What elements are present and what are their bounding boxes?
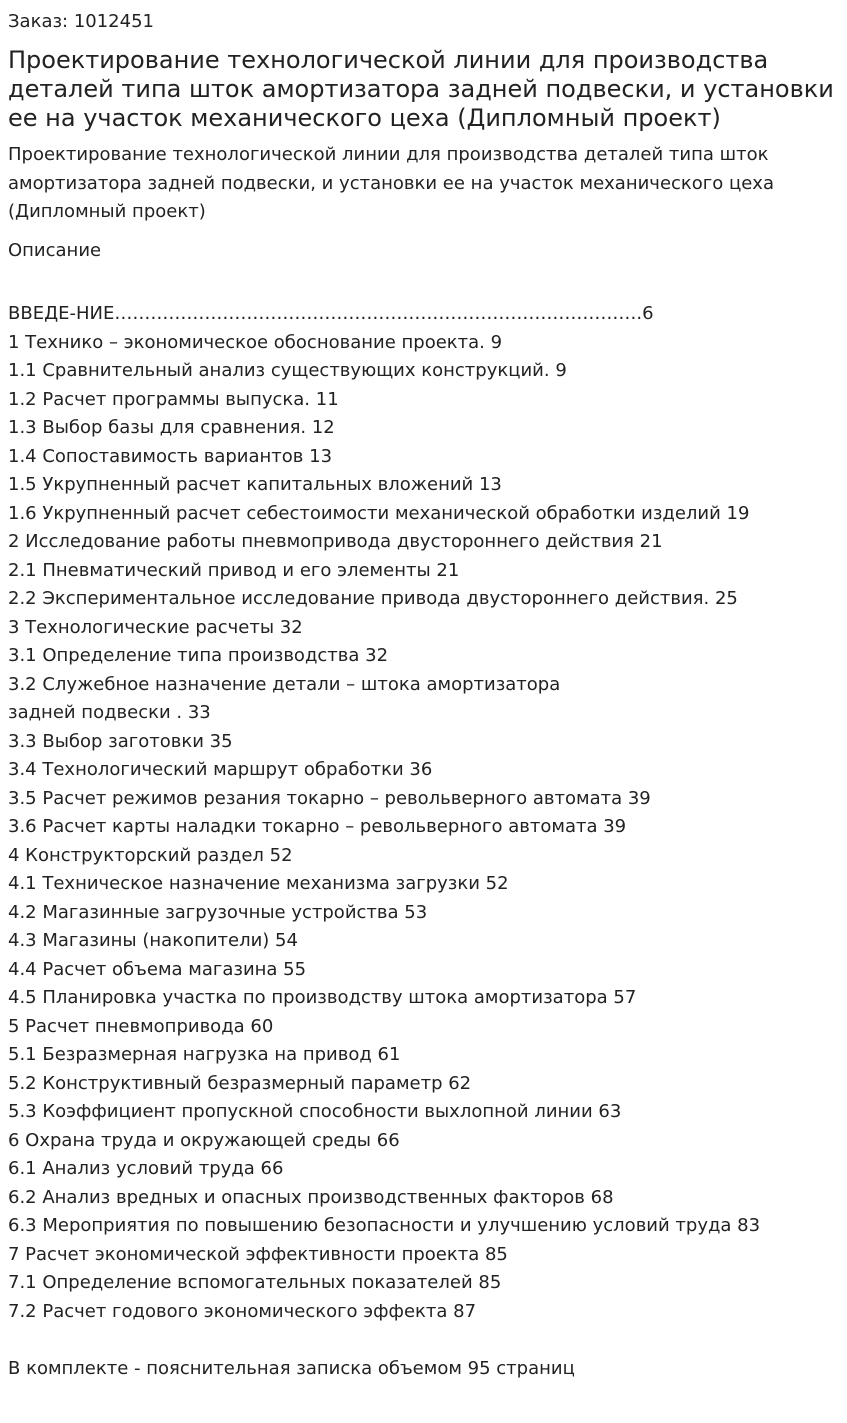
toc-entry: 3.4 Технологический маршрут обработки 36 [8,759,433,780]
toc-entry: 3 Технологические расчеты 32 [8,616,303,638]
toc-entry: 7 Расчет экономической эффективности проекта 85 [8,1243,508,1265]
toc-entry: 4 Конструкторский раздел 52 [8,844,293,866]
toc-entry: 6.1 Анализ условий труда 66 [8,1158,284,1179]
toc-entry: 4.1 Техническое назначение механизма загрузки 52 [8,873,509,894]
toc-entry: 4.2 Магазинные загрузочные устройства 53 [8,901,428,923]
description-heading: Описание [8,239,102,261]
toc-entry: 1.4 Сопоставимость вариантов 13 [8,445,333,467]
toc-entry: 1.3 Выбор базы для сравнения. 12 [8,417,335,438]
toc-entry: 2.2 Экспериментальное исследование привода двустороннего действия. 25 [8,588,738,609]
toc-entry: 4.4 Расчет объема магазина 55 [8,958,307,980]
toc-entry: 6 Охрана труда и окружающей среды 66 [8,1129,400,1151]
toc-entry: 5 Расчет пневмопривода 60 [8,1015,274,1037]
toc-entry: 6.3 Мероприятия по повышению безопасности и улучшению условий труда 83 [8,1215,761,1236]
toc-entry: 1.5 Укрупненный расчет капитальных вложений 13 [8,474,502,495]
toc-entry: 3.5 Расчет режимов резания токарно – револьверного автомата 39 [8,787,651,809]
toc-entry: 1 Технико – экономическое обоснование проекта. 9 [8,331,503,353]
toc-entry: 6.2 Анализ вредных и опасных производственных факторов 68 [8,1186,614,1208]
toc-entry: 5.3 Коэффициент пропускной способности выхлопной линии 63 [8,1101,622,1122]
toc-entry: 3.3 Выбор заготовки 35 [8,730,233,752]
table-of-contents [8,300,839,1326]
page-subtitle: Проектирование технологической линии для производства деталей типа шток амортизатора задней подвески, и установки ее на участок механического цеха (Дипломный проект) [8,144,774,222]
toc-entry: 1.1 Сравнительный анализ существующих конструкций. 9 [8,360,567,381]
order-number: Заказ: 1012451 [8,11,154,32]
toc-entry: 1.2 Расчет программы выпуска. 11 [8,388,339,410]
toc-entry: 2 Исследование работы пневмопривода двустороннего действия 21 [8,531,663,552]
toc-entry: 7.1 Определение вспомогательных показателей 85 [8,1272,502,1293]
toc-entry: 4.5 Планировка участка по производству штока амортизатора 57 [8,987,637,1008]
toc-entry: 3.6 Расчет карты наладки токарно – револьверного автомата 39 [8,816,627,837]
page-title: Проектирование технологической линии для производства деталей типа шток амортизатора задней подвески, и установки ее на участок механического цеха (Дипломный проект) [8,46,834,132]
toc-entry: 5.1 Безразмерная нагрузка на привод 61 [8,1044,401,1065]
toc-entry: 7.2 Расчет годового экономического эффекта 87 [8,1300,477,1322]
toc-entry: 3.1 Определение типа производства 32 [8,645,389,666]
toc-entry: 4.3 Магазины (накопители) 54 [8,930,298,951]
toc-entry: ВВЕДЕ-НИЕ…………………………………………………………………………….6 [8,303,654,324]
toc-entry: 3.2 Служебное назначение детали – штока амортизатора задней подвески . 33 [8,673,561,723]
toc-entry: 1.6 Укрупненный расчет себестоимости механической обработки изделий 19 [8,502,750,524]
completeness-note: В комплекте - пояснительная записка объемом 95 страниц [8,1357,575,1379]
toc-entry: 5.2 Конструктивный безразмерный параметр 62 [8,1072,472,1094]
toc-entry: 2.1 Пневматический привод и его элементы 21 [8,559,460,581]
